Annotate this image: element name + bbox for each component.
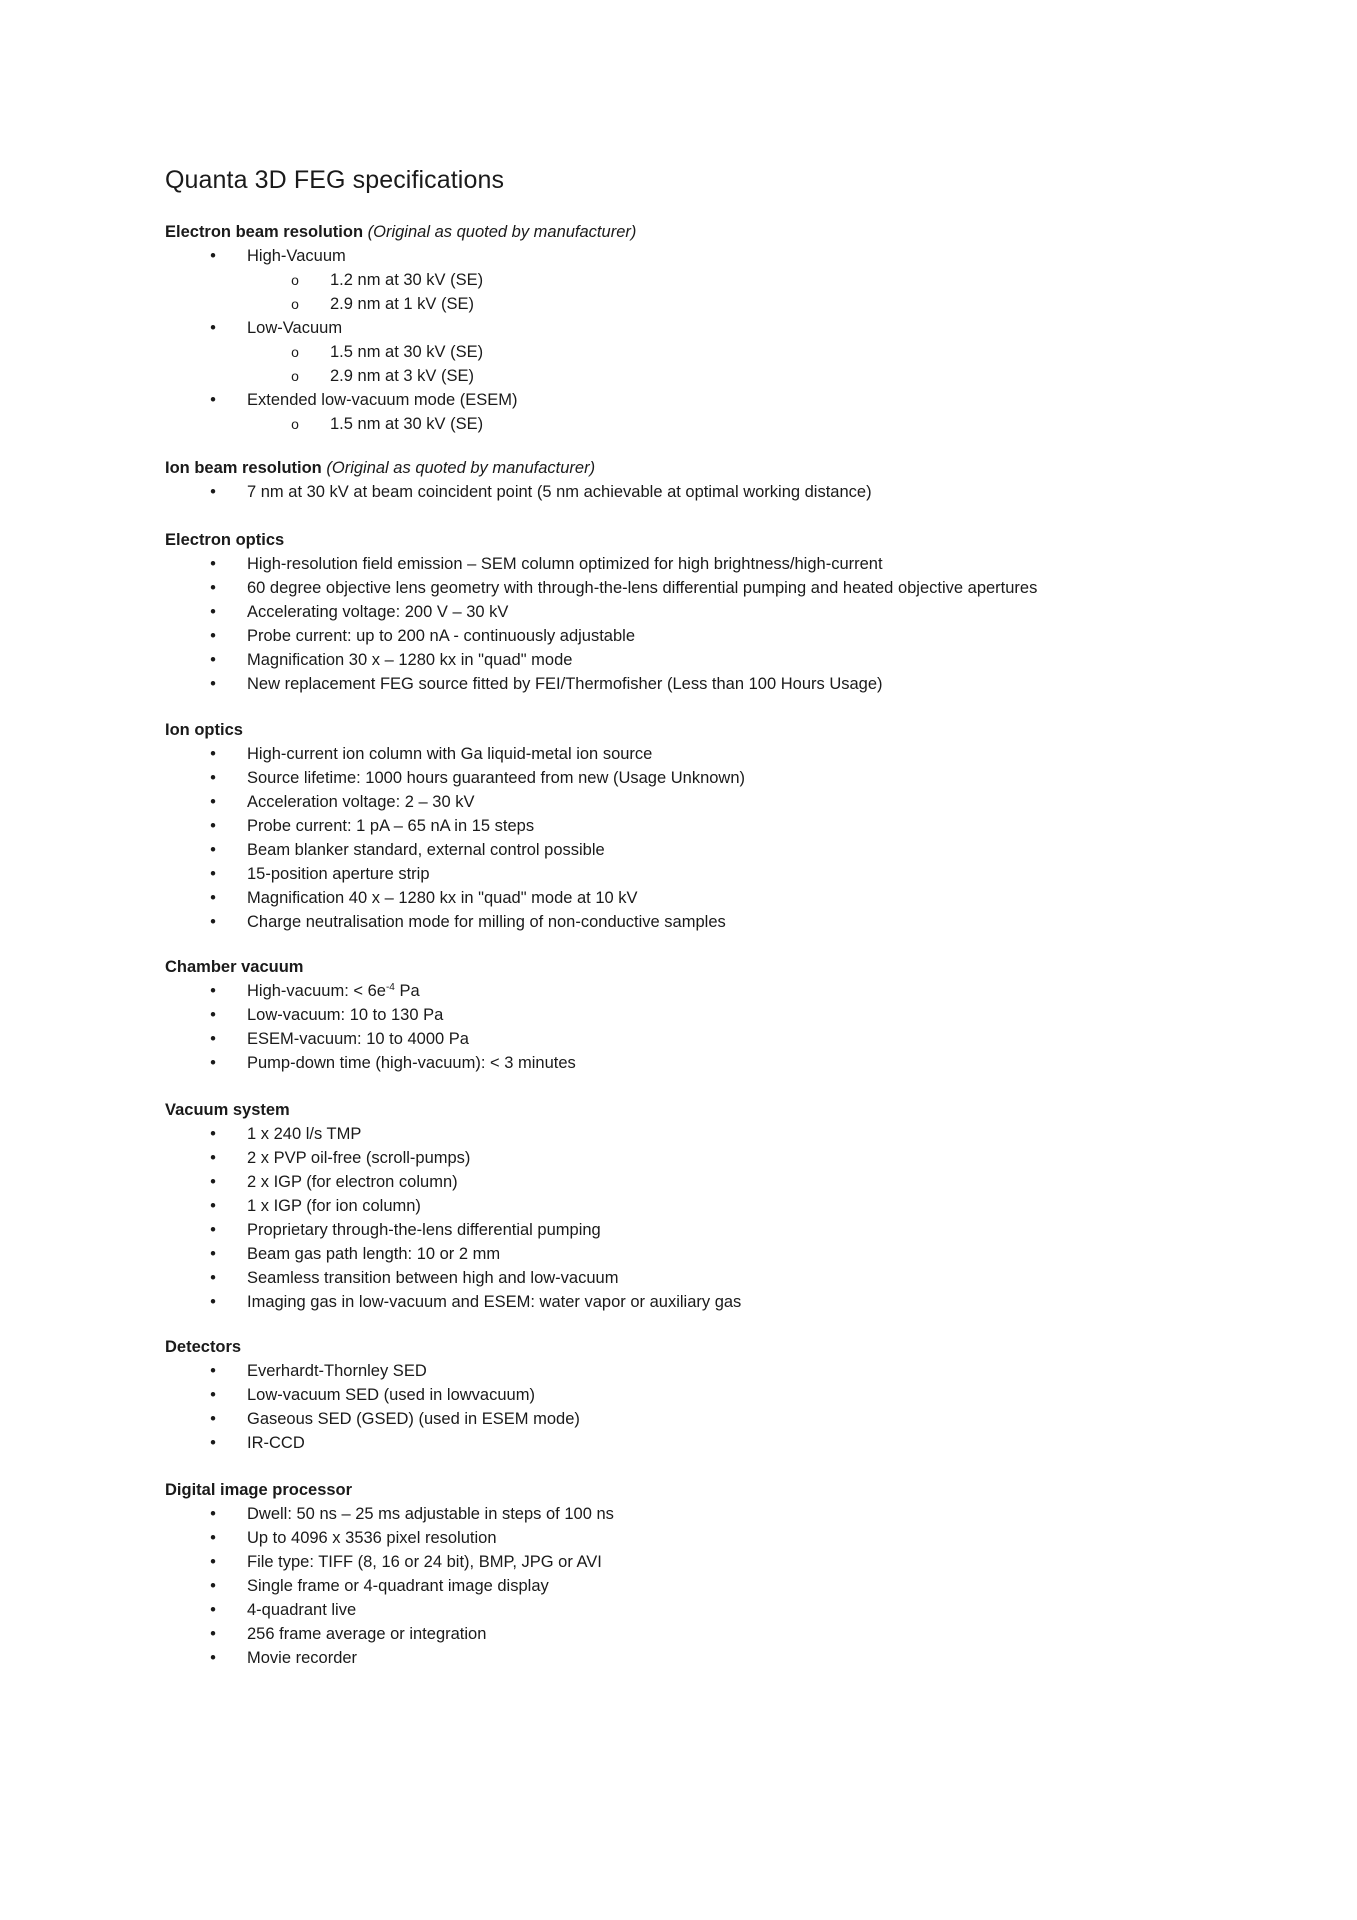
list-item (165, 886, 1315, 910)
bullet-icon: • (210, 841, 216, 859)
list-item-text: Source lifetime: 1000 hours guaranteed from new (Usage Unknown) (247, 769, 746, 787)
sub-list-wrapper (165, 412, 1315, 436)
bullet-icon: • (210, 1221, 216, 1239)
list-item (165, 1290, 1315, 1314)
bullet-list (165, 1502, 1315, 1670)
bullet-icon: • (210, 793, 216, 811)
list-item-text: Magnification 30 x – 1280 kx in "quad" mode (247, 651, 573, 669)
list-item-text: Low-vacuum: 10 to 130 Pa (247, 1006, 444, 1024)
list-item-text: Extended low-vacuum mode (ESEM) (247, 391, 518, 409)
bullet-icon: • (210, 579, 216, 597)
circle-bullet-icon: o (291, 344, 299, 360)
sub-list-wrapper (165, 340, 1315, 388)
list-item (165, 552, 1315, 576)
list-item-text: 1 x IGP (for ion column) (247, 1197, 421, 1215)
list-item (165, 576, 1315, 600)
bullet-icon: • (210, 1362, 216, 1380)
heading-text: Electron beam resolution (165, 223, 364, 241)
bullet-list (165, 742, 1315, 934)
list-item (165, 624, 1315, 648)
bullet-icon: • (210, 603, 216, 621)
list-item-text: Magnification 40 x – 1280 kx in "quad" mode at 10 kV (247, 889, 638, 907)
list-item (165, 766, 1315, 790)
list-item-text: 2 x IGP (for electron column) (247, 1173, 458, 1191)
list-item-text: IR-CCD (247, 1434, 305, 1452)
list-item (165, 1146, 1315, 1170)
list-item (165, 1003, 1315, 1027)
list-item-text: Probe current: up to 200 nA - continuously adjustable (247, 627, 635, 645)
list-item (165, 388, 1315, 412)
section-heading (165, 1478, 1315, 1502)
bullet-icon: • (210, 1030, 216, 1048)
list-item-text: 2 x PVP oil-free (scroll-pumps) (247, 1149, 471, 1167)
bullet-list (165, 552, 1315, 696)
bullet-icon: • (210, 1577, 216, 1595)
bullet-icon: • (210, 1006, 216, 1024)
bullet-icon: • (210, 1054, 216, 1072)
bullet-icon: • (210, 1529, 216, 1547)
bullet-icon: • (210, 769, 216, 787)
bullet-icon: • (210, 1649, 216, 1667)
list-item-text: ESEM-vacuum: 10 to 4000 Pa (247, 1030, 469, 1048)
list-item (165, 1027, 1315, 1051)
list-item-text: Gaseous SED (GSED) (used in ESEM mode) (247, 1410, 580, 1428)
list-item-text: 256 frame average or integration (247, 1625, 487, 1643)
sub-list (247, 412, 1315, 436)
list-item-text: High-resolution field emission – SEM column optimized for high brightness/high-current (247, 555, 883, 573)
list-item (165, 790, 1315, 814)
heading-text: Electron optics (165, 531, 285, 549)
bullet-icon: • (210, 889, 216, 907)
heading-text: Chamber vacuum (165, 958, 304, 976)
section-heading (165, 1335, 1315, 1359)
list-item-text: Proprietary through-the-lens differential pumping (247, 1221, 601, 1239)
list-item-text: Beam blanker standard, external control possible (247, 841, 605, 859)
bullet-icon: • (210, 1173, 216, 1191)
circle-bullet-icon: o (291, 296, 299, 312)
bullet-icon: • (210, 1601, 216, 1619)
list-item-text: 4-quadrant live (247, 1601, 357, 1619)
list-item-text: Beam gas path length: 10 or 2 mm (247, 1245, 501, 1263)
list-item-text: Accelerating voltage: 200 V – 30 kV (247, 603, 509, 621)
heading-text: Ion beam resolution (165, 459, 322, 477)
bullet-list (165, 480, 1315, 504)
list-item (165, 1407, 1315, 1431)
bullet-icon: • (210, 391, 216, 409)
list-item-text: Probe current: 1 pA – 65 nA in 15 steps (247, 817, 535, 835)
bullet-icon: • (210, 1410, 216, 1428)
bullet-icon: • (210, 1553, 216, 1571)
bullet-icon: • (210, 1434, 216, 1452)
heading-note: (Original as quoted by manufacturer) (326, 459, 596, 477)
list-item (165, 1170, 1315, 1194)
bullet-icon: • (210, 1505, 216, 1523)
list-item-text: Single frame or 4-quadrant image display (247, 1577, 549, 1595)
list-item-text: New replacement FEG source fitted by FEI/Thermofisher (Less than 100 Hours Usage) (247, 675, 883, 693)
list-item (165, 1359, 1315, 1383)
list-item (165, 1194, 1315, 1218)
bullet-icon: • (210, 247, 216, 265)
list-item (165, 1218, 1315, 1242)
sub-list (247, 268, 1315, 316)
sub-list-item (165, 340, 1315, 364)
sub-list-item (165, 268, 1315, 292)
heading-note: (Original as quoted by manufacturer) (367, 223, 637, 241)
list-item-text: File type: TIFF (8, 16 or 24 bit), BMP, JPG or AVI (247, 1553, 602, 1571)
list-item (165, 1242, 1315, 1266)
bullet-list (165, 1359, 1315, 1455)
section-ion-optics (165, 718, 1315, 934)
list-item-text: 1 x 240 l/s TMP (247, 1125, 362, 1143)
list-item-text: Seamless transition between high and low-vacuum (247, 1269, 619, 1287)
bullet-icon: • (210, 817, 216, 835)
page-title: Quanta 3D FEG specifications (165, 166, 505, 194)
bullet-icon: • (210, 1625, 216, 1643)
circle-bullet-icon: o (291, 368, 299, 384)
list-item (165, 979, 1315, 1003)
sub-list-item (165, 364, 1315, 388)
bullet-icon: • (210, 1269, 216, 1287)
sub-list-item (165, 292, 1315, 316)
list-item (165, 1122, 1315, 1146)
list-item (165, 672, 1315, 696)
list-item (165, 648, 1315, 672)
list-item-text: 60 degree objective lens geometry with through-the-lens differential pumping and heated objective apertures (247, 579, 1038, 597)
list-item (165, 862, 1315, 886)
sub-list-item (165, 412, 1315, 436)
high-vacuum-suffix: Pa (394, 982, 420, 1000)
list-item (165, 1051, 1315, 1075)
list-item-text: Pump-down time (high-vacuum): < 3 minutes (247, 1054, 576, 1072)
list-item (165, 1502, 1315, 1526)
bullet-list (165, 244, 1315, 436)
list-item-text: High-current ion column with Ga liquid-metal ion source (247, 745, 653, 763)
list-item-text: Charge neutralisation mode for milling of non-conductive samples (247, 913, 726, 931)
bullet-list (165, 979, 1315, 1075)
list-item (165, 910, 1315, 934)
heading-text: Digital image processor (165, 1481, 353, 1499)
list-item-text: Up to 4096 x 3536 pixel resolution (247, 1529, 497, 1547)
list-item (165, 1431, 1315, 1455)
list-item-text: High-Vacuum (247, 247, 346, 265)
list-item (165, 814, 1315, 838)
list-item-text: Everhardt-Thornley SED (247, 1362, 427, 1380)
list-item (165, 1550, 1315, 1574)
bullet-icon: • (210, 865, 216, 883)
list-item (165, 1622, 1315, 1646)
list-item (165, 244, 1315, 268)
high-vacuum-prefix: High-vacuum: < 6e (247, 982, 386, 1000)
section-chamber-vacuum (165, 955, 1315, 1075)
bullet-icon: • (210, 1386, 216, 1404)
bullet-icon: • (210, 555, 216, 573)
list-item (165, 600, 1315, 624)
section-heading (165, 528, 1315, 552)
bullet-icon: • (210, 913, 216, 931)
section-heading (165, 955, 1315, 979)
sub-list-item-text: 1.5 nm at 30 kV (SE) (330, 343, 484, 361)
high-vacuum-exponent: -4 (385, 982, 395, 993)
list-item-text: 7 nm at 30 kV at beam coincident point (5 nm achievable at optimal working distance) (247, 483, 872, 501)
list-item-text: Imaging gas in low-vacuum and ESEM: water vapor or auxiliary gas (247, 1293, 742, 1311)
sub-list-item-text: 1.2 nm at 30 kV (SE) (330, 271, 484, 289)
list-item-text: Low-Vacuum (247, 319, 343, 337)
section-heading (165, 1098, 1315, 1122)
bullet-icon: • (210, 627, 216, 645)
list-item (165, 1383, 1315, 1407)
list-item (165, 1266, 1315, 1290)
list-item-text: Dwell: 50 ns – 25 ms adjustable in steps of 100 ns (247, 1505, 614, 1523)
bullet-icon: • (210, 982, 216, 1000)
section-digital-image-processor (165, 1478, 1315, 1670)
list-item-text: Movie recorder (247, 1649, 358, 1667)
bullet-icon: • (210, 1125, 216, 1143)
bullet-list (165, 1122, 1315, 1314)
list-item-text: Acceleration voltage: 2 – 30 kV (247, 793, 475, 811)
list-item (165, 480, 1315, 504)
heading-text: Ion optics (165, 721, 243, 739)
section-electron-optics (165, 528, 1315, 696)
list-item-text: Low-vacuum SED (used in lowvacuum) (247, 1386, 535, 1404)
bullet-icon: • (210, 483, 216, 501)
list-item-text: 15-position aperture strip (247, 865, 430, 883)
list-item (165, 1526, 1315, 1550)
bullet-icon: • (210, 1197, 216, 1215)
section-vacuum-system (165, 1098, 1315, 1314)
list-item (165, 838, 1315, 862)
section-detectors (165, 1335, 1315, 1455)
section-electron-beam-resolution (165, 220, 1315, 436)
bullet-icon: • (210, 1245, 216, 1263)
bullet-icon: • (210, 1293, 216, 1311)
list-item (165, 742, 1315, 766)
circle-bullet-icon: o (291, 416, 299, 432)
heading-text: Vacuum system (165, 1101, 290, 1119)
section-ion-beam-resolution (165, 456, 1315, 504)
sub-list (247, 340, 1315, 388)
section-heading (165, 220, 1315, 244)
section-heading (165, 718, 1315, 742)
list-item (165, 1598, 1315, 1622)
sub-list-item-text: 2.9 nm at 3 kV (SE) (330, 367, 474, 385)
list-item (165, 1574, 1315, 1598)
sub-list-item-text: 1.5 nm at 30 kV (SE) (330, 415, 484, 433)
list-item (165, 1646, 1315, 1670)
circle-bullet-icon: o (291, 272, 299, 288)
heading-text: Detectors (165, 1338, 242, 1356)
list-item (165, 316, 1315, 340)
sub-list-item-text: 2.9 nm at 1 kV (SE) (330, 295, 474, 313)
sub-list-wrapper (165, 268, 1315, 316)
bullet-icon: • (210, 319, 216, 337)
bullet-icon: • (210, 1149, 216, 1167)
section-heading (165, 456, 1315, 480)
bullet-icon: • (210, 745, 216, 763)
bullet-icon: • (210, 675, 216, 693)
bullet-icon: • (210, 651, 216, 669)
